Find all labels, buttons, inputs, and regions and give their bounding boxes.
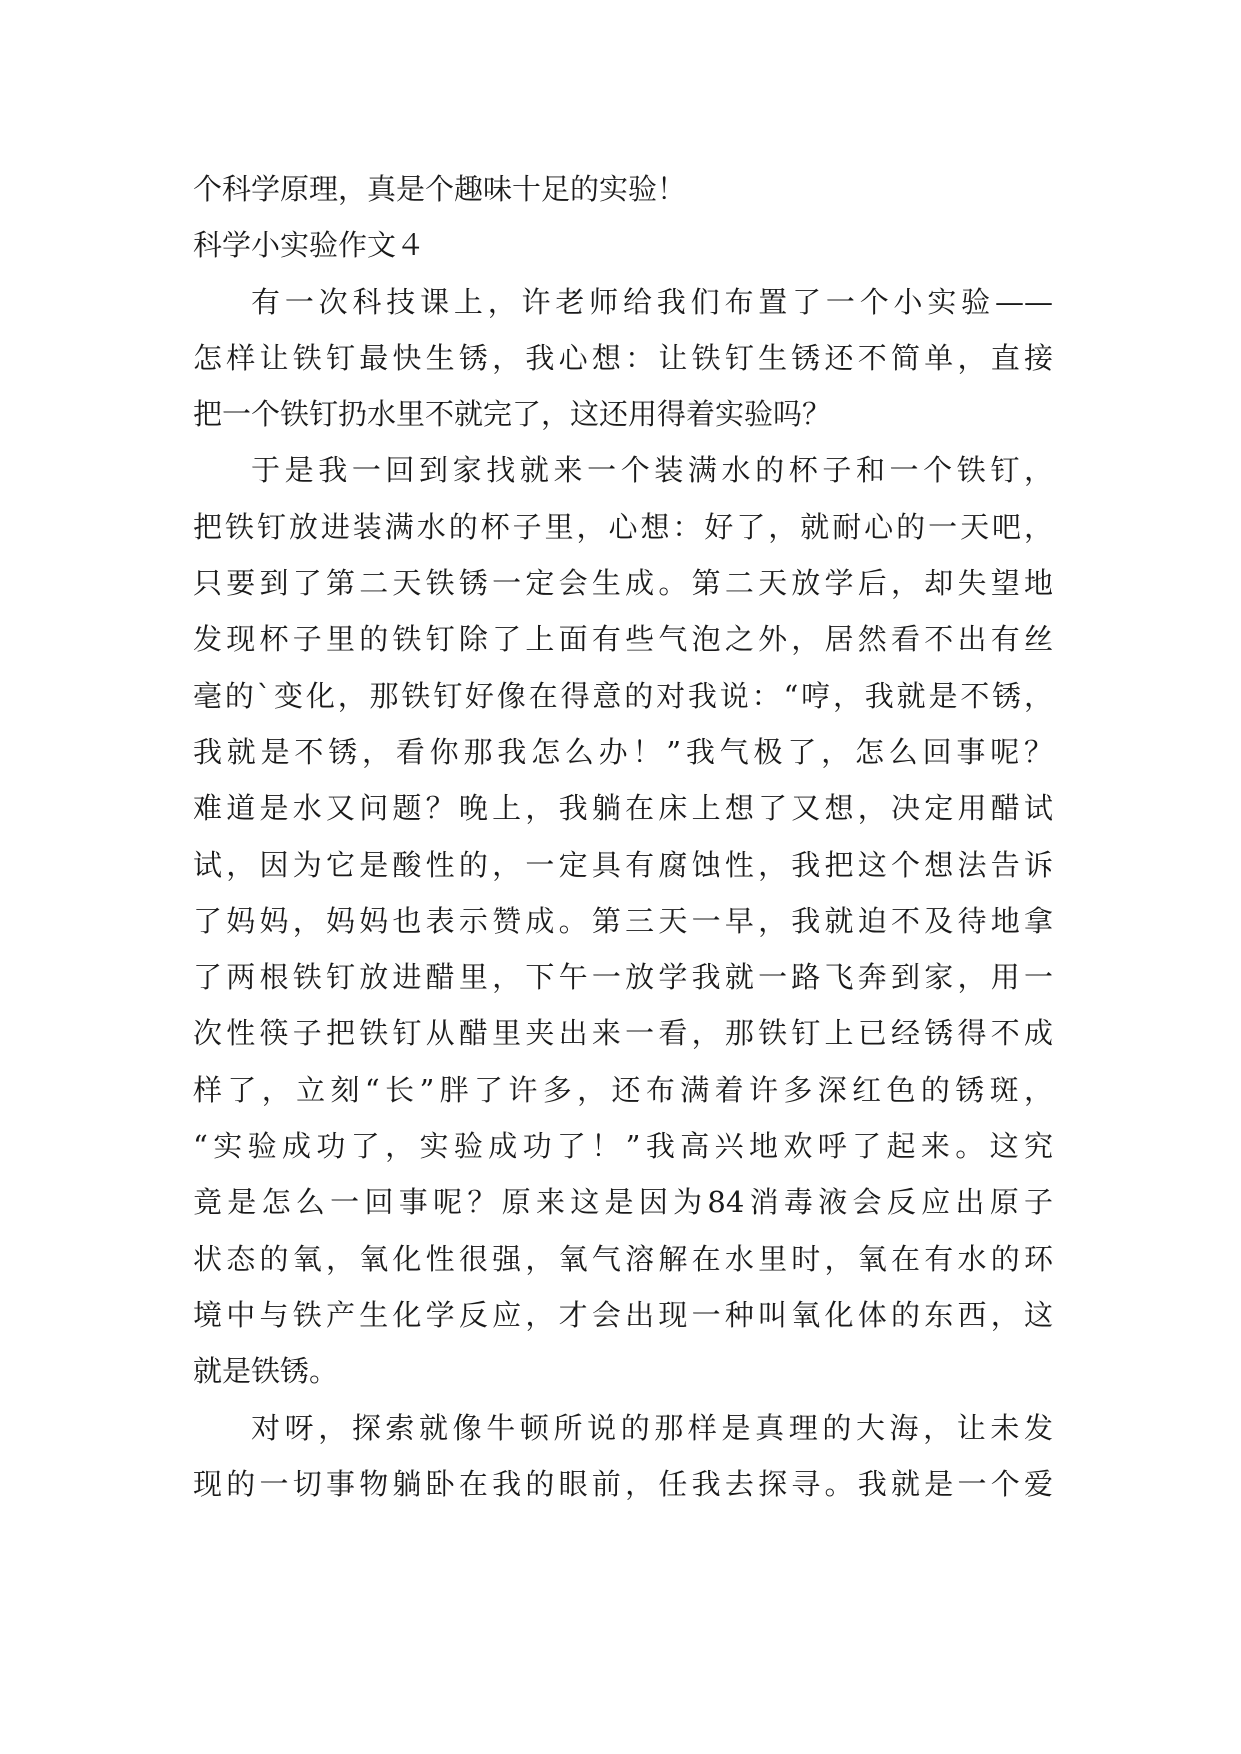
paragraph-line: 竟是怎么一回事呢？原来这是因为84消毒液会反应出原子	[193, 1185, 1053, 1220]
paragraph-line: 把一个铁钉扔水里不就完了，这还用得着实验吗？	[193, 397, 832, 432]
paragraph-line: “实验成功了，实验成功了！”我高兴地欢呼了起来。这究	[193, 1129, 1053, 1164]
paragraph-line: 现的一切事物躺卧在我的眼前，任我去探寻。我就是一个爱	[193, 1466, 1053, 1501]
paragraph-line: 了妈妈，妈妈也表示赞成。第三天一早，我就迫不及待地拿	[193, 903, 1053, 938]
paragraph-line: 有一次科技课上，许老师给我们布置了一个小实验——	[251, 284, 1053, 319]
paragraph-line: 境中与铁产生化学反应，才会出现一种叫氧化体的东西，这	[193, 1297, 1053, 1332]
document-body	[193, 161, 1053, 1512]
paragraph-line: 难道是水又问题？晚上，我躺在床上想了又想，决定用醋试	[193, 791, 1053, 826]
paragraph-line: 就是铁锈。	[193, 1354, 339, 1389]
paragraph-line: 发现杯子里的铁钉除了上面有些气泡之外，居然看不出有丝	[193, 622, 1053, 657]
paragraph-line: 只要到了第二天铁锈一定会生成。第二天放学后，却失望地	[193, 566, 1053, 601]
paragraph-line: 我就是不锈，看你那我怎么办！”我气极了，怎么回事呢？	[193, 734, 1053, 769]
paragraph-line: 把铁钉放进装满水的杯子里，心想：好了，就耐心的一天吧，	[193, 509, 1053, 544]
paragraph-line: 对呀，探索就像牛顿所说的那样是真理的大海，让未发	[251, 1410, 1053, 1445]
paragraph-line: 怎样让铁钉最快生锈，我心想：让铁钉生锈还不简单，直接	[193, 340, 1053, 375]
paragraph-line: 了两根铁钉放进醋里，下午一放学我就一路飞奔到家，用一	[193, 960, 1053, 995]
paragraph-line: 状态的氧，氧化性很强，氧气溶解在水里时，氧在有水的环	[193, 1241, 1053, 1276]
paragraph-line: 于是我一回到家找就来一个装满水的杯子和一个铁钉，	[251, 453, 1053, 488]
paragraph-line: 样了，立刻“长”胖了许多，还布满着许多深红色的锈斑，	[193, 1072, 1053, 1107]
paragraph-line: 试，因为它是酸性的，一定具有腐蚀性，我把这个想法告诉	[193, 847, 1053, 882]
paragraph-line: 毫的`变化，那铁钉好像在得意的对我说：“哼，我就是不锈，	[193, 678, 1053, 713]
text-line: 个科学原理，真是个趣味十足的实验！	[193, 172, 687, 206]
paragraph-line: 次性筷子把铁钉从醋里夹出来一看，那铁钉上已经锈得不成	[193, 1016, 1053, 1051]
section-heading: 科学小实验作文４	[193, 228, 426, 263]
